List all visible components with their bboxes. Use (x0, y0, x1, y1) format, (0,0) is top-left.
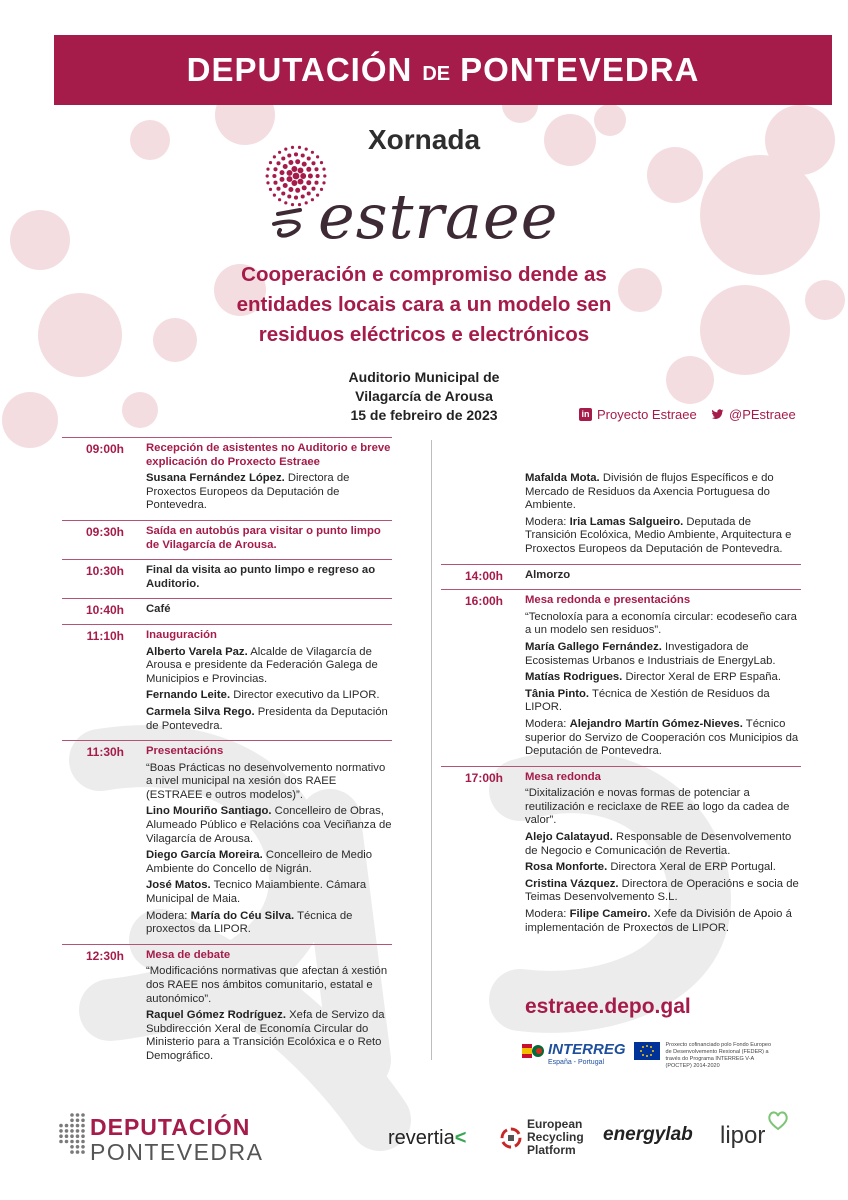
speaker-entry (146, 472, 392, 513)
agenda-content (146, 564, 392, 591)
logo-dot (298, 167, 304, 173)
footer-logo-dot (81, 1140, 85, 1144)
agenda-row (62, 598, 392, 624)
speaker-entry (146, 849, 392, 876)
footer-logo-dot (70, 1129, 74, 1133)
logo-dot (291, 166, 297, 172)
logo-dot (269, 161, 272, 164)
logo-dot (320, 161, 323, 164)
event-date: 15 de febreiro de 2023 (350, 407, 498, 423)
agenda-row (441, 564, 801, 590)
subtitle-line: residuos eléctricos e electrónicos (258, 323, 590, 346)
logo-dot (293, 173, 300, 180)
website-link[interactable]: estraee.depo.gal (525, 995, 691, 1018)
agenda-content (146, 745, 392, 937)
logo-dot (302, 185, 307, 190)
speaker-entry (525, 641, 801, 668)
footer-logo-dot (70, 1113, 74, 1117)
logo-dot (280, 170, 285, 175)
speaker-name: Carmela Silva Rego. (146, 705, 255, 718)
logo-dot (323, 174, 326, 177)
header-banner (54, 35, 832, 105)
speaker-name: María do Céu Silva. (190, 909, 295, 922)
agenda-time: 11:30h (86, 745, 124, 760)
energylab-logo (603, 1124, 693, 1146)
moderator-prefix: Modera: (525, 515, 570, 528)
speaker-entry (525, 671, 801, 685)
speaker-role: Directora de Operacións e socia de Teimas Desenvolvemento S.L. (525, 877, 799, 904)
footer-logo-dot (70, 1119, 74, 1123)
lipor-heart-icon (766, 1108, 790, 1132)
agenda-time: 14:00h (464, 568, 503, 583)
logo-dot (311, 187, 315, 191)
moderator-prefix: Modera: (525, 908, 570, 921)
agenda-content (146, 603, 392, 617)
logo-dot (266, 174, 269, 177)
logo-dot (278, 198, 281, 201)
venue-info (300, 368, 548, 425)
logo-dot (287, 194, 291, 198)
logo-dot (306, 167, 311, 172)
speaker-role: “Modificacións normativas que afectan á xestión dos RAEE nos ámbitos comunitario, estatal e autonómico”. (146, 965, 388, 1005)
logo-dot (273, 167, 277, 171)
agenda-title: Café (146, 603, 171, 616)
venue-line: Auditorio Municipal de (348, 369, 500, 385)
logo-dot (307, 191, 311, 195)
agenda-title: Almorzo (525, 568, 571, 581)
logo-dot (316, 155, 319, 158)
logo-dot (283, 164, 288, 169)
agenda-title: Mesa de debate (146, 948, 231, 961)
logo-dot (269, 188, 272, 191)
banner-pontevedra: PONTEVEDRA (460, 51, 700, 88)
speaker-role: División de flujos Específicos e do Mercado de Residuos da Axencia Portuguesa do Ambiente. (525, 472, 774, 512)
estraee-logo-word: estraee (318, 180, 559, 253)
speaker-entry (146, 762, 392, 803)
speaker-entry (525, 718, 801, 759)
agenda-title: Inauguración (146, 628, 217, 641)
speaker-role: Directora Xeral de ERP Portugal. (607, 861, 776, 874)
speaker-entry (146, 706, 392, 733)
logo-dot (278, 151, 281, 154)
speaker-role: Tecnico Maiambiente. Cámara Municipal de Maia. (146, 879, 367, 906)
agenda-row (62, 944, 392, 1071)
revertia-text: revertia (388, 1127, 455, 1149)
speaker-name: Filipe Cameiro. (569, 908, 651, 921)
speaker-role: “Boas Prácticas no desenvolvemento normativo a nivel municipal na xesión dos RAEE (ESTRAEE e outros modelos)”. (146, 761, 386, 801)
speaker-entry (525, 861, 801, 875)
speaker-role: Concelleiro de Obras, Alumeado Público e Relacións coa Veciñanza de Vilagarcía de Arousa. (146, 805, 392, 845)
twitter-label: @PEstraee (729, 407, 796, 422)
footer-logo-dot (76, 1129, 80, 1133)
venue-line: Vilagarcía de Arousa (355, 388, 493, 404)
lipor-logo (720, 1122, 765, 1150)
logo-dot (311, 151, 314, 154)
erp-line: European (527, 1117, 583, 1131)
footer-logo-dot (81, 1113, 85, 1117)
agenda-content (146, 629, 392, 733)
logo-dot (294, 196, 298, 200)
agenda-time: 12:30h (85, 948, 124, 963)
speaker-entry (525, 688, 801, 715)
moderator-prefix: Modera: (525, 717, 570, 730)
logo-dot (280, 177, 285, 182)
footer-logo-dot (65, 1129, 69, 1133)
agenda-row (441, 465, 801, 564)
footer-logo-dot (59, 1129, 63, 1133)
funding-note: Proxecto cofinanciado polo Fondo Europeo de Desenvolvemento Rexional (FEDER) a través do Programa INTERREG V-A (POCTEP) 2014-2020 (665, 1042, 772, 1069)
logo-dot (305, 201, 308, 204)
logo-dot (308, 174, 313, 179)
logo-dot (311, 161, 315, 165)
speaker-entry (525, 611, 801, 638)
agenda-time: 09:00h (85, 442, 124, 456)
agenda-content (146, 949, 392, 1064)
linkedin-icon: in (579, 408, 592, 421)
logo-dot (311, 198, 314, 201)
agenda-title: Final da visita ao punto limpo e regreso ao Auditorio. (146, 564, 376, 590)
footer-pontevedra: PONTEVEDRA (90, 1139, 264, 1165)
footer-logo-dot (59, 1124, 63, 1128)
agenda-title: Saída en autobús para visitar o punto limpo de Vilagarcía de Arousa. (146, 524, 381, 551)
agenda-time: 11:10h (86, 628, 124, 643)
agenda-content (146, 525, 392, 552)
speaker-name: Raquel Gómez Rodríguez. (146, 1009, 286, 1022)
logo-dot (298, 146, 301, 149)
logo-dot (284, 201, 287, 204)
speaker-name: Alejo Calatayud. (525, 831, 613, 844)
footer-logo-dot (70, 1150, 74, 1154)
speaker-role: “Tecnoloxía para a economía circular: ecodeseño cara a un modelo sen residuos”. (525, 610, 797, 637)
linkedin-link[interactable] (579, 407, 697, 422)
interreg-name: INTERREG (548, 1041, 626, 1058)
agenda-row (62, 740, 392, 944)
logo-dot (295, 188, 300, 193)
speaker-role: Concelleiro de Medio Ambiente do Concello de Nigrán. (146, 849, 373, 875)
column-divider (431, 440, 432, 1060)
speaker-name: Alejandro Martín Gómez-Nieves. (569, 717, 743, 730)
speaker-name: Tânia Pinto. (525, 687, 590, 700)
footer-logo-dot (81, 1124, 85, 1128)
logo-dot (287, 170, 293, 176)
speaker-entry (525, 878, 801, 905)
logo-dot (306, 180, 311, 185)
agenda-time: 10:30h (85, 564, 124, 579)
logo-dot (298, 203, 301, 206)
footer-logo-dot (76, 1150, 80, 1154)
logo-dot (294, 152, 298, 156)
speaker-entry (525, 472, 801, 513)
speaker-role: Director Xeral de ERP España. (622, 671, 781, 684)
speaker-name: Lino Mouriño Santiago. (146, 805, 272, 818)
speaker-entry (146, 879, 392, 906)
agenda-time: 10:40h (85, 603, 124, 618)
speaker-name: María Gallego Fernández. (525, 640, 662, 653)
speaker-role: Técnico superior do Servizo de Cooperación cos Municipios da Deputación de Pontevedra. (525, 717, 799, 758)
logo-dot (273, 181, 277, 185)
speaker-role: Investigadora de Ecosistemas Urbanos e Industriais de EnergyLab. (525, 640, 776, 667)
logo-dot (287, 153, 291, 157)
logo-dot (291, 180, 297, 186)
speaker-name: Alberto Varela Paz. (146, 645, 248, 658)
logo-dot (291, 203, 294, 206)
erp-icon (500, 1127, 522, 1149)
subtitle-line: entidades locais cara a un modelo sen (236, 293, 612, 316)
footer-logo-dot (81, 1150, 85, 1154)
logo-dot (281, 156, 285, 160)
agenda-row (62, 437, 392, 520)
linkedin-label: Proyecto Estraee (597, 407, 697, 422)
agenda-row (441, 766, 801, 943)
footer-logo-dot (76, 1119, 80, 1123)
speaker-role: Directora de Proxectos Europeos da Deputación de Pontevedra. (146, 472, 350, 512)
logo-dot (272, 174, 276, 178)
erp-logo (500, 1118, 584, 1157)
speaker-entry (146, 646, 392, 687)
logo-dot (284, 148, 287, 151)
banner-deputacion: DEPUTACIÓN (186, 51, 413, 88)
logo-dot (283, 183, 288, 188)
footer-logo-dot (65, 1134, 69, 1138)
logo-dot (302, 162, 307, 167)
speaker-role: Xefa de Servizo da Subdirección Xeral de Economía Circular do Ministerio para a Transición Ecolóxica e o Reto Demográfico. (146, 1009, 385, 1062)
speaker-name: Cristina Vázquez. (525, 877, 619, 890)
footer-logo-dot (76, 1134, 80, 1138)
twitter-icon (711, 408, 724, 421)
agenda-row (62, 520, 392, 559)
speaker-role: Presidenta da Deputación de Pontevedra. (146, 705, 388, 732)
eu-flag-icon (634, 1042, 660, 1060)
moderator-prefix: Modera: (146, 909, 191, 922)
speaker-entry (525, 787, 801, 828)
footer-logo-dot (59, 1134, 63, 1138)
agenda-title: Recepción de asistentes no Auditorio e breve explicación do Proxecto Estraee (146, 442, 391, 468)
logo-dot (291, 146, 294, 149)
speaker-entry (146, 910, 392, 937)
event-label: Xornada (367, 124, 481, 155)
footer-logo-dot (70, 1134, 74, 1138)
speaker-entry (525, 516, 801, 557)
footer-logo-dot (81, 1145, 85, 1149)
speaker-entry (525, 908, 801, 935)
agenda-content (525, 594, 801, 759)
footer-deputacion: DEPUTACIÓN (90, 1114, 251, 1140)
logo-dot (266, 181, 269, 184)
agenda-row (62, 624, 392, 740)
speaker-name: Iria Lamas Salgueiro. (569, 515, 684, 528)
logo-dot (273, 155, 276, 158)
footer-logo-dot (70, 1145, 74, 1149)
footer-logo-dot (76, 1113, 80, 1117)
interreg-sub: España - Portugal (548, 1059, 605, 1066)
speaker-role: Deputada de Transición Ecolóxica, Medio Ambiente, Arquitectura e Proxectos Europeos da Deputación de Pontevedra. (525, 515, 792, 555)
footer-logo-dot (70, 1140, 74, 1144)
logo-dot (281, 191, 285, 195)
footer-logo-dot (81, 1119, 85, 1123)
logo-dot (316, 174, 320, 178)
banner-de: DE (422, 62, 451, 85)
logo-dot (322, 168, 325, 171)
logo-dot (266, 168, 269, 171)
speaker-name: Fernando Leite. (146, 689, 231, 702)
agenda-content (146, 442, 392, 513)
footer-logo-dot (76, 1124, 80, 1128)
speaker-entry (146, 965, 392, 1006)
flags-icon (522, 1042, 544, 1060)
speaker-entry (146, 1009, 392, 1063)
agenda-row (441, 589, 801, 766)
event-subtitle (120, 260, 728, 350)
lipor-text: lipor (720, 1122, 766, 1149)
agenda-left-column (62, 437, 392, 1071)
footer-logo-dot (70, 1124, 74, 1128)
agenda-title: Mesa redonda e presentacións (525, 594, 691, 607)
speaker-name: Mafalda Mota. (525, 472, 600, 484)
logo-dot (314, 167, 318, 171)
logo-dot (295, 159, 300, 164)
speaker-name: Susana Fernández López. (146, 472, 285, 485)
agenda-time: 09:30h (85, 524, 124, 539)
logo-dot (287, 176, 293, 182)
agenda-row (62, 559, 392, 598)
logo-dot (301, 194, 305, 198)
speaker-name: Matías Rodrigues. (525, 671, 623, 684)
speaker-role: Alcalde de Vilagarcía de Arousa e presidente da Federación Galega de Municipios e Provincias. (146, 645, 378, 685)
energylab-text: energylab (603, 1124, 693, 1145)
erp-line: Recycling (527, 1130, 584, 1144)
footer-logo-dot (76, 1140, 80, 1144)
revertia-mark: < (454, 1127, 467, 1149)
agenda-content (525, 472, 801, 557)
agenda-time: 16:00h (464, 594, 503, 609)
revertia-logo (388, 1127, 466, 1150)
speaker-name: Diego García Moreira. (146, 849, 263, 862)
speaker-entry (525, 831, 801, 858)
logo-dot (288, 160, 293, 165)
interreg-block (522, 1042, 776, 1070)
logo-dot (301, 153, 305, 157)
logo-dot (300, 173, 306, 179)
speaker-role: Técnica de Xestión de Residuos da LIPOR. (525, 687, 770, 714)
speaker-role: Director executivo da LIPOR. (230, 689, 380, 702)
logo-dot (305, 148, 308, 151)
agenda-time: 17:00h (464, 770, 503, 785)
logo-dot (276, 161, 280, 165)
footer-logo-dot (65, 1140, 69, 1144)
speaker-name: José Matos. (146, 879, 211, 892)
logo-dot (288, 187, 293, 192)
logo-dot (276, 187, 280, 191)
speaker-role: “Dixitalización e novas formas de potenciar a reutilización e reciclaxe de REE ao logo da cadea de valor”. (525, 787, 790, 827)
speaker-role: Técnica de proxectos da LIPOR. (146, 909, 353, 936)
footer-logo-dot (59, 1140, 63, 1144)
agenda-title: Mesa redonda (525, 770, 601, 783)
footer-logo-dot (81, 1129, 85, 1133)
speaker-entry (146, 805, 392, 846)
deputacion-dot-logo-icon (58, 1112, 86, 1156)
twitter-link[interactable] (711, 407, 796, 422)
speaker-role: Xefe da División de Apoio á implementación de Proxectos de LIPOR. (525, 908, 792, 934)
speaker-name: Rosa Monforte. (525, 861, 608, 874)
logo-dot (298, 179, 304, 185)
subtitle-line: Cooperación e compromiso dende as (241, 263, 607, 286)
logo-dot (273, 194, 276, 197)
agenda-content (525, 771, 801, 936)
agenda-right-column (441, 465, 801, 942)
speaker-role: Responsable de Desenvolvemento de Negocio e Comunicación de Revertia. (525, 831, 792, 857)
footer-logo-dot (81, 1134, 85, 1138)
speaker-entry (146, 689, 392, 703)
agenda-title: Presentacións (146, 745, 224, 758)
agenda-content (525, 569, 801, 583)
logo-dot (307, 156, 311, 160)
footer-logo-dot (76, 1145, 80, 1149)
erp-line: Platform (527, 1143, 576, 1157)
footer-logo-dot (65, 1124, 69, 1128)
